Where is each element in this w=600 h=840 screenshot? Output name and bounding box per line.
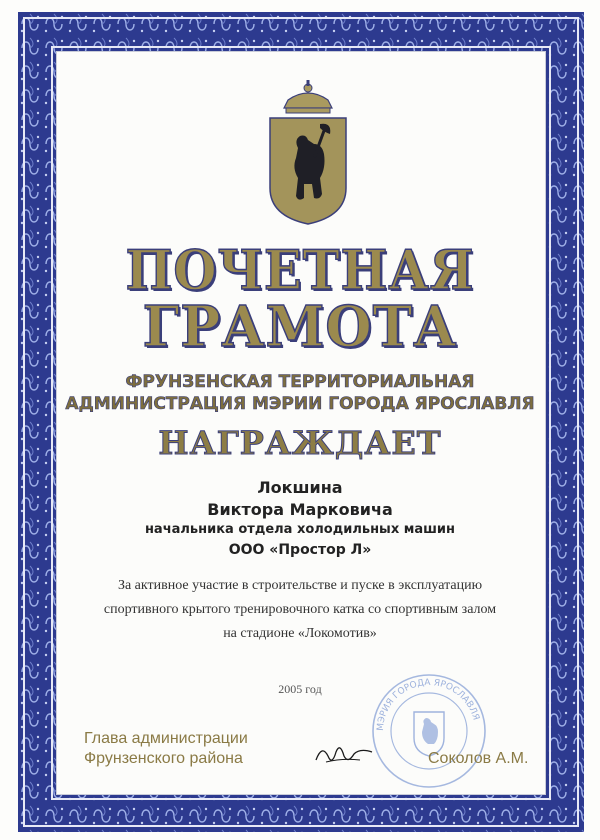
round-seal-icon [370,672,488,790]
recipient-given-names: Виктора Марковича [207,500,393,519]
yaroslavl-coat-of-arms-icon [262,78,354,228]
certificate-title-line1: ПОЧЕТНАЯ [125,238,475,302]
award-reason-line2: спортивного крытого тренировочного катка со спортивным залом [103,602,497,617]
recipient-surname: Локшина [257,478,343,497]
handwritten-signature-icon [312,738,376,770]
certificate-title-line2: ГРАМОТА [142,294,458,360]
signatory-title-line2: Фрунзенского района [84,750,243,767]
organization-line2: АДМИНИСТРАЦИЯ МЭРИИ ГОРОДА ЯРОСЛАВЛЯ [65,394,535,414]
awards-heading: НАГРАЖДАЕТ [158,424,442,462]
signatory-title-line1: Глава администрации [84,730,248,747]
signatory-name: Соколов А.М. [428,750,529,767]
organization-line1: ФРУНЗЕНСКАЯ ТЕРРИТОРИАЛЬНАЯ [125,372,475,392]
award-reason-line1: За активное участие в строительстве и пуске в эксплуатацию [117,578,483,593]
recipient-position: начальника отдела холодильных машин [144,522,456,537]
award-year: 2005 год [278,682,322,696]
recipient-company: ООО «Простор Л» [228,542,372,558]
award-reason-line3: на стадионе «Локомотив» [223,626,377,641]
stamp-text: МЭРИЯ ГОРОДА ЯРОСЛАВЛЯ [375,677,481,732]
